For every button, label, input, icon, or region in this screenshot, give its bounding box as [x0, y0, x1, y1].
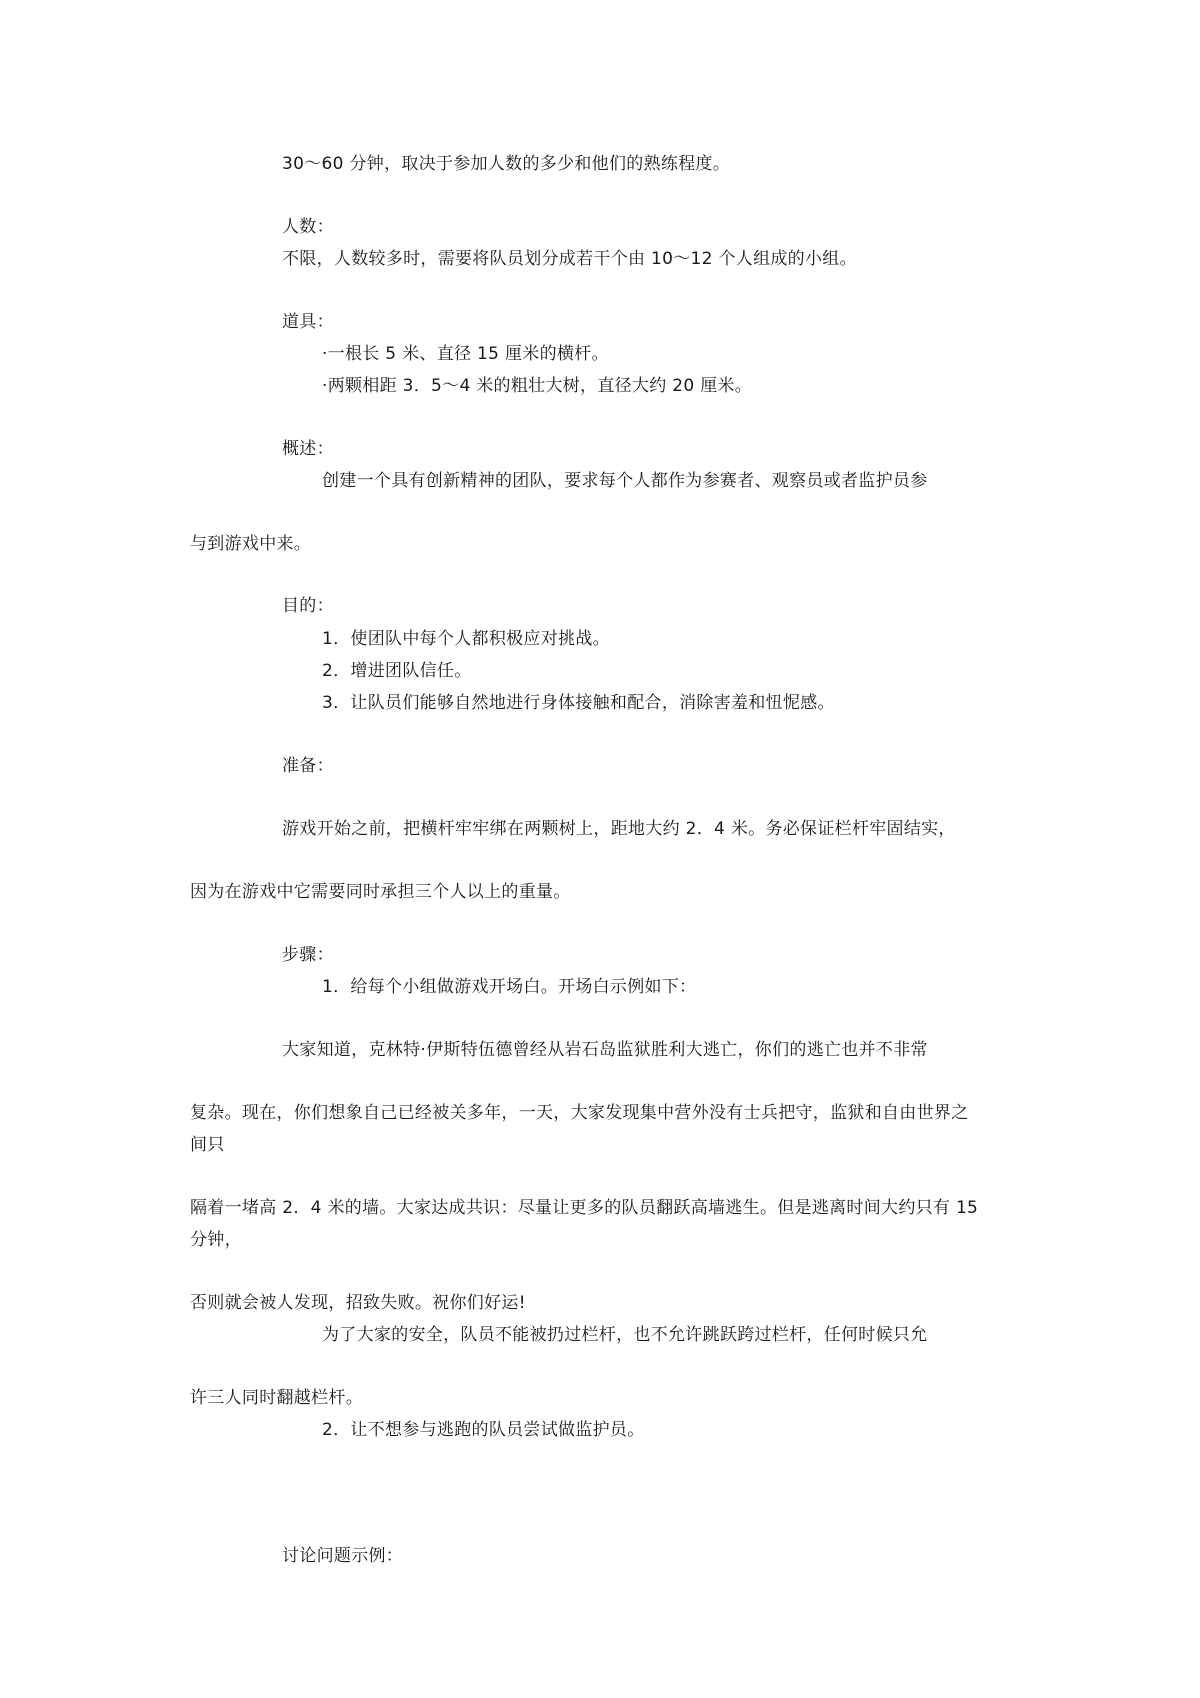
preparation-line: 因为在游戏中它需要同时承担三个人以上的重量。 — [190, 882, 571, 902]
preparation-heading: 准备： — [282, 756, 334, 776]
preparation-line: 游戏开始之前，把横杆牢牢绑在两颗树上，距地大约 2．4 米。务必保证栏杆牢固结实， — [282, 819, 956, 839]
safety-line: 为了大家的安全，队员不能被扔过栏杆，也不允许跳跃跨过栏杆，任何时候只允 — [322, 1325, 928, 1345]
props-item: ·一根长 5 米、直径 15 厘米的横杆。 — [322, 344, 609, 364]
overview-paragraph-line: 创建一个具有创新精神的团队，要求每个人都作为参赛者、观察员或者监护员参 — [322, 471, 928, 491]
story-line: 间只 — [190, 1135, 225, 1155]
duration-line: 30～60 分钟，取决于参加人数的多少和他们的熟练程度。 — [282, 154, 731, 174]
step-item: 2．让不想参与逃跑的队员尝试做监护员。 — [322, 1420, 645, 1440]
story-line: 大家知道，克林特·伊斯特伍德曾经从岩石岛监狱胜利大逃亡，你们的逃亡也并不非常 — [282, 1040, 928, 1060]
story-line: 复杂。现在，你们想象自己已经被关多年，一天，大家发现集中营外没有士兵把守，监狱和自由世界之 — [190, 1103, 969, 1123]
story-line: 否则就会被人发现，招致失败。祝你们好运! — [190, 1293, 526, 1313]
goal-item: 3．让队员们能够自然地进行身体接触和配合，消除害羞和忸怩感。 — [322, 693, 835, 713]
overview-heading: 概述： — [282, 439, 334, 459]
people-heading: 人数： — [282, 217, 334, 237]
overview-paragraph-line: 与到游戏中来。 — [190, 534, 312, 554]
props-item: ·两颗相距 3．5～4 米的粗壮大树，直径大约 20 厘米。 — [322, 376, 753, 396]
goals-heading: 目的： — [282, 596, 334, 616]
safety-line: 许三人同时翻越栏杆。 — [190, 1388, 363, 1408]
people-text: 不限，人数较多时，需要将队员划分成若干个由 10～12 个人组成的小组。 — [282, 249, 857, 269]
goal-item: 2．增进团队信任。 — [322, 661, 472, 681]
story-line: 隔着一堵高 2．4 米的墙。大家达成共识：尽量让更多的队员翻跃高墙逃生。但是逃离时间大约只有 15 — [190, 1198, 979, 1218]
discussion-heading: 讨论问题示例： — [282, 1546, 404, 1566]
props-heading: 道具： — [282, 312, 334, 332]
step-item: 1．给每个小组做游戏开场白。开场白示例如下： — [322, 977, 697, 997]
story-line: 分钟， — [190, 1230, 242, 1250]
goal-item: 1．使团队中每个人都积极应对挑战。 — [322, 629, 610, 649]
steps-heading: 步骤： — [282, 945, 334, 965]
